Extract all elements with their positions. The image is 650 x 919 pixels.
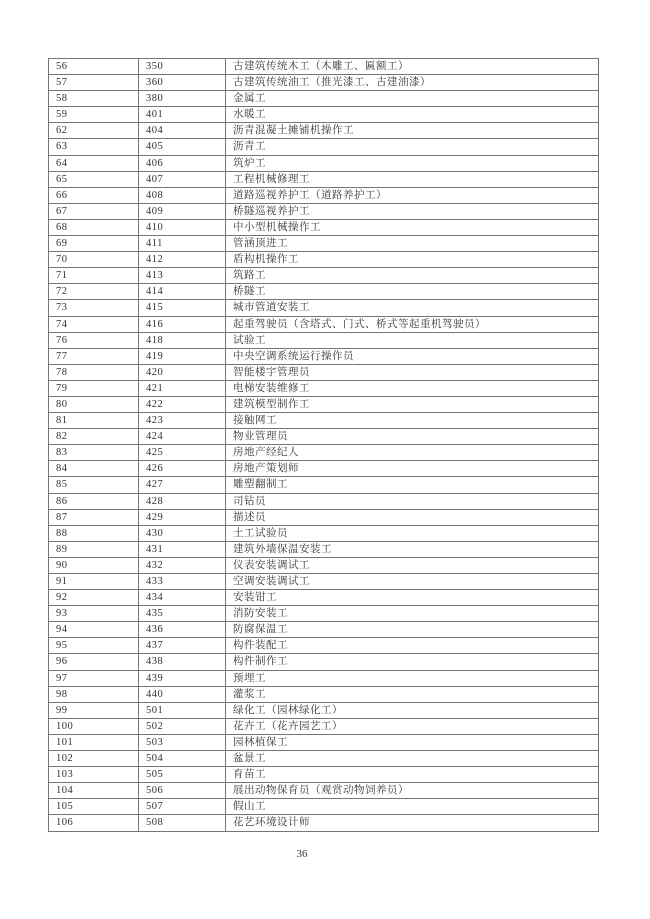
cell-code: 405 — [139, 139, 226, 155]
cell-name: 中小型机械操作工 — [226, 219, 599, 235]
cell-name: 筑炉工 — [226, 155, 599, 171]
table-row — [49, 509, 599, 525]
cell-name: 雕塑翻制工 — [226, 477, 599, 493]
cell-seq: 62 — [49, 123, 139, 139]
table-row — [49, 171, 599, 187]
cell-name: 沥青混凝土摊铺机操作工 — [226, 123, 599, 139]
cell-code: 503 — [139, 734, 226, 750]
occupation-table-body — [49, 59, 599, 832]
table-row — [49, 300, 599, 316]
cell-seq: 89 — [49, 541, 139, 557]
cell-seq: 102 — [49, 751, 139, 767]
cell-seq: 92 — [49, 590, 139, 606]
cell-seq: 69 — [49, 236, 139, 252]
cell-seq: 106 — [49, 815, 139, 831]
table-row — [49, 477, 599, 493]
cell-name: 试验工 — [226, 332, 599, 348]
cell-code: 423 — [139, 413, 226, 429]
cell-code: 421 — [139, 380, 226, 396]
cell-seq: 95 — [49, 638, 139, 654]
cell-seq: 78 — [49, 364, 139, 380]
cell-code: 435 — [139, 606, 226, 622]
cell-name: 土工试验员 — [226, 525, 599, 541]
cell-name: 司钻员 — [226, 493, 599, 509]
cell-name: 起重驾驶员（含塔式、门式、桥式等起重机驾驶员） — [226, 316, 599, 332]
occupation-table — [48, 58, 599, 832]
cell-seq: 101 — [49, 734, 139, 750]
cell-name: 管涵顶进工 — [226, 236, 599, 252]
cell-seq: 73 — [49, 300, 139, 316]
cell-seq: 85 — [49, 477, 139, 493]
cell-seq: 87 — [49, 509, 139, 525]
table-row — [49, 429, 599, 445]
table-row — [49, 525, 599, 541]
cell-seq: 90 — [49, 557, 139, 573]
table-row — [49, 364, 599, 380]
table-row — [49, 670, 599, 686]
table-row — [49, 686, 599, 702]
cell-code: 425 — [139, 445, 226, 461]
cell-code: 507 — [139, 799, 226, 815]
cell-seq: 97 — [49, 670, 139, 686]
cell-name: 展出动物保育员（观赏动物饲养员） — [226, 783, 599, 799]
cell-code: 401 — [139, 107, 226, 123]
cell-code: 504 — [139, 751, 226, 767]
cell-seq: 99 — [49, 702, 139, 718]
cell-code: 426 — [139, 461, 226, 477]
table-row — [49, 187, 599, 203]
cell-seq: 63 — [49, 139, 139, 155]
table-row — [49, 783, 599, 799]
cell-code: 407 — [139, 171, 226, 187]
cell-seq: 103 — [49, 767, 139, 783]
cell-seq: 80 — [49, 396, 139, 412]
table-row — [49, 75, 599, 91]
cell-code: 440 — [139, 686, 226, 702]
table-row — [49, 123, 599, 139]
cell-code: 416 — [139, 316, 226, 332]
cell-seq: 65 — [49, 171, 139, 187]
cell-seq: 79 — [49, 380, 139, 396]
cell-code: 431 — [139, 541, 226, 557]
table-row — [49, 332, 599, 348]
cell-seq: 74 — [49, 316, 139, 332]
cell-seq: 93 — [49, 606, 139, 622]
cell-name: 工程机械修理工 — [226, 171, 599, 187]
table-row — [49, 91, 599, 107]
cell-seq: 56 — [49, 59, 139, 75]
table-row — [49, 493, 599, 509]
cell-name: 建筑模型制作工 — [226, 396, 599, 412]
cell-code: 418 — [139, 332, 226, 348]
cell-name: 智能楼宇管理员 — [226, 364, 599, 380]
cell-seq: 57 — [49, 75, 139, 91]
table-row — [49, 654, 599, 670]
table-row — [49, 557, 599, 573]
cell-code: 436 — [139, 622, 226, 638]
table-row — [49, 107, 599, 123]
cell-seq: 70 — [49, 252, 139, 268]
cell-code: 437 — [139, 638, 226, 654]
cell-name: 空调安装调试工 — [226, 574, 599, 590]
cell-seq: 100 — [49, 718, 139, 734]
cell-code: 380 — [139, 91, 226, 107]
cell-code: 429 — [139, 509, 226, 525]
cell-name: 假山工 — [226, 799, 599, 815]
table-row — [49, 445, 599, 461]
cell-code: 501 — [139, 702, 226, 718]
cell-code: 430 — [139, 525, 226, 541]
table-row — [49, 718, 599, 734]
cell-name: 物业管理员 — [226, 429, 599, 445]
cell-seq: 64 — [49, 155, 139, 171]
cell-code: 350 — [139, 59, 226, 75]
table-row — [49, 219, 599, 235]
table-row — [49, 203, 599, 219]
table-row — [49, 268, 599, 284]
cell-code: 409 — [139, 203, 226, 219]
cell-seq: 82 — [49, 429, 139, 445]
cell-name: 电梯安装维修工 — [226, 380, 599, 396]
cell-name: 盆景工 — [226, 751, 599, 767]
cell-code: 427 — [139, 477, 226, 493]
cell-code: 434 — [139, 590, 226, 606]
cell-name: 描述员 — [226, 509, 599, 525]
table-row — [49, 59, 599, 75]
table-row — [49, 413, 599, 429]
cell-seq: 83 — [49, 445, 139, 461]
cell-code: 413 — [139, 268, 226, 284]
cell-seq: 104 — [49, 783, 139, 799]
table-row — [49, 767, 599, 783]
table-row — [49, 139, 599, 155]
cell-seq: 76 — [49, 332, 139, 348]
cell-seq: 86 — [49, 493, 139, 509]
cell-name: 构件装配工 — [226, 638, 599, 654]
cell-name: 古建筑传统木工（木雕工、匾额工） — [226, 59, 599, 75]
cell-name: 绿化工（园林绿化工） — [226, 702, 599, 718]
table-row — [49, 396, 599, 412]
table-row — [49, 236, 599, 252]
table-row — [49, 252, 599, 268]
cell-name: 桥隧工 — [226, 284, 599, 300]
table-row — [49, 606, 599, 622]
table-row — [49, 815, 599, 831]
cell-name: 花艺环境设计师 — [226, 815, 599, 831]
cell-seq: 96 — [49, 654, 139, 670]
cell-seq: 105 — [49, 799, 139, 815]
cell-name: 安装钳工 — [226, 590, 599, 606]
cell-seq: 94 — [49, 622, 139, 638]
cell-name: 预埋工 — [226, 670, 599, 686]
cell-seq: 98 — [49, 686, 139, 702]
cell-code: 506 — [139, 783, 226, 799]
cell-name: 接触网工 — [226, 413, 599, 429]
cell-seq: 66 — [49, 187, 139, 203]
page-number: 36 — [296, 848, 308, 860]
cell-seq: 77 — [49, 348, 139, 364]
cell-name: 房地产策划师 — [226, 461, 599, 477]
table-row — [49, 799, 599, 815]
cell-name: 构件制作工 — [226, 654, 599, 670]
cell-name: 防腐保温工 — [226, 622, 599, 638]
table-row — [49, 574, 599, 590]
cell-name: 水暖工 — [226, 107, 599, 123]
cell-name: 仪表安装调试工 — [226, 557, 599, 573]
cell-seq: 67 — [49, 203, 139, 219]
cell-seq: 84 — [49, 461, 139, 477]
cell-name: 灌浆工 — [226, 686, 599, 702]
table-row — [49, 155, 599, 171]
cell-seq: 68 — [49, 219, 139, 235]
table-row — [49, 284, 599, 300]
cell-name: 沥青工 — [226, 139, 599, 155]
table-row — [49, 734, 599, 750]
table-row — [49, 461, 599, 477]
cell-code: 412 — [139, 252, 226, 268]
cell-code: 415 — [139, 300, 226, 316]
cell-name: 盾构机操作工 — [226, 252, 599, 268]
cell-code: 438 — [139, 654, 226, 670]
cell-seq: 81 — [49, 413, 139, 429]
cell-seq: 91 — [49, 574, 139, 590]
cell-code: 428 — [139, 493, 226, 509]
cell-name: 花卉工（花卉园艺工） — [226, 718, 599, 734]
cell-name: 房地产经纪人 — [226, 445, 599, 461]
cell-code: 424 — [139, 429, 226, 445]
table-row — [49, 541, 599, 557]
cell-code: 432 — [139, 557, 226, 573]
cell-code: 422 — [139, 396, 226, 412]
cell-code: 411 — [139, 236, 226, 252]
cell-name: 金属工 — [226, 91, 599, 107]
cell-seq: 88 — [49, 525, 139, 541]
table-row — [49, 638, 599, 654]
cell-seq: 72 — [49, 284, 139, 300]
cell-code: 408 — [139, 187, 226, 203]
cell-name: 育苗工 — [226, 767, 599, 783]
table-row — [49, 316, 599, 332]
cell-code: 508 — [139, 815, 226, 831]
table-row — [49, 622, 599, 638]
table-row — [49, 702, 599, 718]
cell-code: 360 — [139, 75, 226, 91]
cell-name: 古建筑传统油工（推光漆工、古建油漆） — [226, 75, 599, 91]
cell-name: 桥隧巡视养护工 — [226, 203, 599, 219]
cell-name: 建筑外墙保温安装工 — [226, 541, 599, 557]
cell-name: 园林植保工 — [226, 734, 599, 750]
table-row — [49, 348, 599, 364]
cell-code: 505 — [139, 767, 226, 783]
cell-code: 419 — [139, 348, 226, 364]
cell-code: 502 — [139, 718, 226, 734]
cell-name: 城市管道安装工 — [226, 300, 599, 316]
cell-code: 420 — [139, 364, 226, 380]
table-row — [49, 751, 599, 767]
cell-seq: 71 — [49, 268, 139, 284]
cell-code: 439 — [139, 670, 226, 686]
cell-code: 414 — [139, 284, 226, 300]
cell-name: 中央空调系统运行操作员 — [226, 348, 599, 364]
cell-seq: 59 — [49, 107, 139, 123]
cell-code: 433 — [139, 574, 226, 590]
cell-name: 筑路工 — [226, 268, 599, 284]
cell-code: 410 — [139, 219, 226, 235]
table-row — [49, 590, 599, 606]
table-row — [49, 380, 599, 396]
cell-name: 道路巡视养护工（道路养护工） — [226, 187, 599, 203]
cell-seq: 58 — [49, 91, 139, 107]
cell-code: 404 — [139, 123, 226, 139]
cell-code: 406 — [139, 155, 226, 171]
cell-name: 消防安装工 — [226, 606, 599, 622]
